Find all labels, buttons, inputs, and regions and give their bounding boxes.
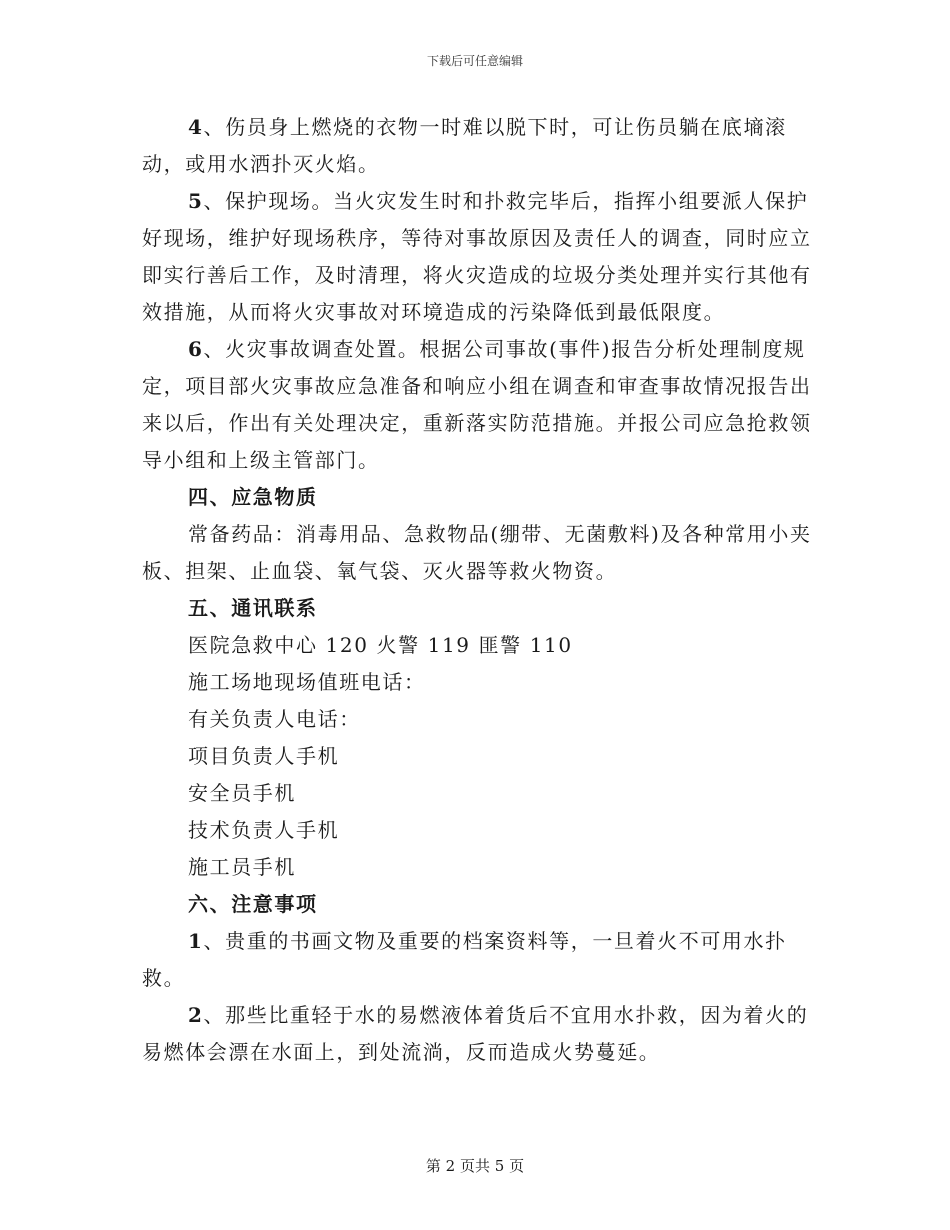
paragraph-text: 、贵重的书画文物及重要的档案资料等，一旦着火不可用水扑救。 <box>142 929 787 990</box>
contact-project-manager: 项目负责人手机 <box>188 744 340 768</box>
contact-site-duty-phone: 施工场地现场值班电话： <box>188 670 426 694</box>
item-number: 4 <box>188 115 204 139</box>
section-heading-precautions: 六、注意事项 <box>188 892 318 916</box>
paragraph-text: 、伤员身上燃烧的衣物一时难以脱下时，可让伤员躺在底墒滚动，或用水洒扑灭火焰。 <box>142 115 787 176</box>
page-footer: 第 2 页共 5 页 <box>425 1157 525 1175</box>
paragraph-text: 、保护现场。当火灾发生时和扑救完毕后，指挥小组要派人保护好现场，维护好现场秩序，等待对事故原因及责任人的调查，同时应立即实行善后工作，及时清理，将火灾造成的垃圾分类处理并实行其他有效措施，从而将火灾事故对环境造成的污染降低到最低限度。 <box>142 189 812 324</box>
section-heading-emergency-supplies: 四、应急物质 <box>188 485 318 509</box>
paragraph-5 <box>142 183 812 331</box>
paragraph-6 <box>142 331 812 479</box>
item-number: 2 <box>188 1003 204 1027</box>
paragraph-precaution-1 <box>142 923 812 997</box>
contact-safety-officer: 安全员手机 <box>188 781 296 805</box>
contact-emergency-numbers: 医院急救中心 120 火警 119 匪警 110 <box>188 633 573 657</box>
page-header: 下载后可任意编辑 <box>426 54 523 68</box>
item-number: 1 <box>188 929 204 953</box>
item-number: 5 <box>188 189 204 213</box>
section-heading-communication: 五、通讯联系 <box>188 596 318 620</box>
contact-responsible-phone: 有关负责人电话： <box>188 707 361 731</box>
paragraph-precaution-2 <box>142 997 812 1071</box>
paragraph-4 <box>142 109 812 183</box>
item-number: 6 <box>188 337 204 361</box>
contact-construction-worker: 施工员手机 <box>188 855 296 879</box>
paragraph-text: 、火灾事故调查处置。根据公司事故(事件)报告分析处理制度规定，项目部火灾事故应急准备和响应小组在调查和审查事故情况报告出来以后，作出有关处理决定，重新落实防范措施。并报公司应急抢救领导小组和上级主管部门。 <box>142 337 812 472</box>
paragraph-text: 、那些比重轻于水的易燃液体着货后不宜用水扑救，因为着火的易燃体会漂在水面上，到处流淌，反而造成火势蔓延。 <box>142 1003 809 1064</box>
contact-technical-lead: 技术负责人手机 <box>188 818 340 842</box>
document-body <box>142 109 812 1071</box>
paragraph-supplies: 常备药品：消毒用品、急救物品(绷带、无菌敷料)及各种常用小夹板、担架、止血袋、氧气袋、灭火器等救火物资。 <box>142 522 812 583</box>
